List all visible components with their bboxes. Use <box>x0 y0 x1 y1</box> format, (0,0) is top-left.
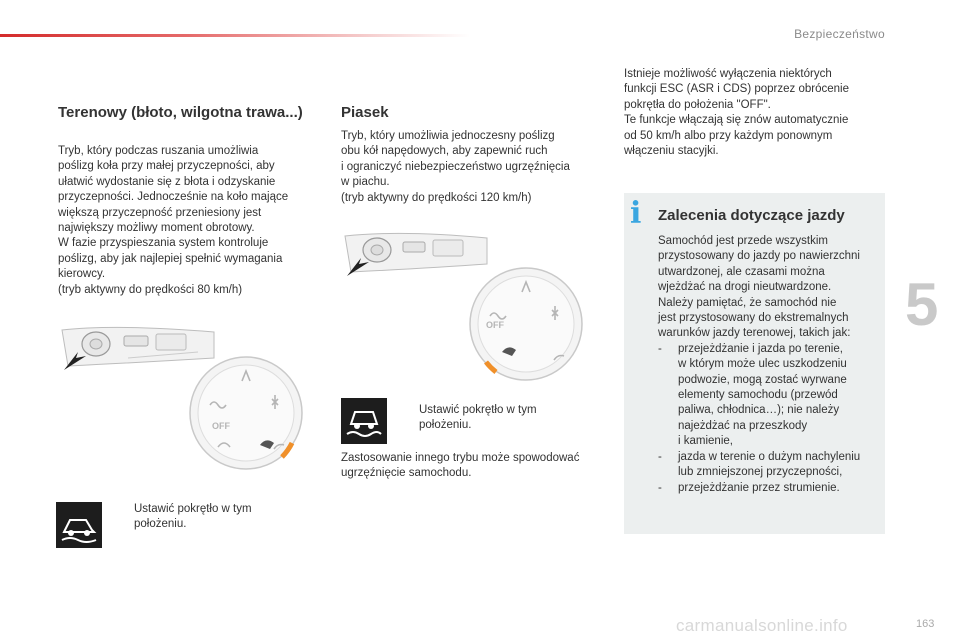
sand-note: Zastosowanie innego trybu może spowodować ugrzęźnięcie samochodu. <box>341 452 580 480</box>
sand-step: Ustawić pokrętło w tym położeniu. <box>419 404 537 432</box>
mud-step: Ustawić pokrętło w tym położeniu. <box>134 503 252 531</box>
section-title: Bezpieczeństwo <box>794 27 885 41</box>
chapter-number: 5 <box>905 271 939 338</box>
list-item: - przejeżdżanie przez strumienie. <box>658 481 840 494</box>
drive-mode-dial-2 <box>468 266 584 382</box>
sand-title: Piasek <box>341 104 389 121</box>
info-icon: i <box>630 196 642 231</box>
drive-mode-dial <box>188 355 304 471</box>
watermark: carmanualsonline.info <box>676 616 848 635</box>
advice-body: Samochód jest przede wszystkim przystosowany do jazdy po nawierzchni utwardzonej, ale czasami można wjeżdżać na drogi nieutwardzone. Należy pamiętać, że samochód nie jest przystosowany do ekstremalnych warunków jazdy terenowej, takich jak: - przejeżdżanie i jazda po terenie, w którym może ulec uszkodzeniu podwozie, mogą zostać wyrwane elementy samochodu (przewód paliwa, chłodnica…); nie należy najeżdżać na przeszkody i kamienie, - jazda w terenie o dużym nachyleniu lub zmniejszonej przyczepności, - przejeżdżanie przez strumienie. <box>658 234 883 496</box>
mud-mode-icon <box>56 502 102 548</box>
svg-text:OFF: OFF <box>486 320 504 330</box>
list-item: - przejeżdżanie i jazda po terenie, w którym może ulec uszkodzeniu podwozie, mogą zostać wyrwane elementy samochodu (przewód paliwa, chłodnica…); nie należy najeżdżać na przeszkody i kamienie, <box>658 342 847 448</box>
advice-title: Zalecenia dotyczące jazdy <box>658 207 845 224</box>
header-accent-bar <box>0 34 470 37</box>
list-item: - jazda w terenie o dużym nachyleniu lub zmniejszonej przyczepności, <box>658 450 861 479</box>
mud-title: Terenowy (błoto, wilgotna trawa...) <box>58 104 303 121</box>
svg-text:OFF: OFF <box>212 421 230 431</box>
page-number: 163 <box>916 618 935 630</box>
mud-body: Tryb, który podczas ruszania umożliwia poślizg koła przy małej przyczepności, aby ułatwić wydostanie się z błota i odzyskanie przyczepności. Jednocześnie na koło mające większą przyczepność przeniesiony jest największy możliwy moment obrotowy. W fazie przyspieszania system kontroluje poślizg, aby jak najlepiej spełnić wymagania kierowcy. (tryb aktywny do prędkości 80 km/h) <box>58 145 289 296</box>
esc-note: Istnieje możliwość wyłączenia niektórych funkcji ESC (ASR i CDS) poprzez obrócenie pokrętła do położenia "OFF". Te funkcje włączają się znów automatycznie od 50 km/h albo przy każdym ponownym włączeniu stacyjki. <box>624 68 849 158</box>
sand-body: Tryb, który umożliwia jednoczesny poślizg obu kół napędowych, aby zapewnić ruch i ograniczyć niebezpieczeństwo ugrzęźnięcia w piachu. (tryb aktywny do prędkości 120 km/h) <box>341 130 570 204</box>
driving-advice-box <box>624 193 885 534</box>
sand-mode-icon <box>341 398 387 444</box>
